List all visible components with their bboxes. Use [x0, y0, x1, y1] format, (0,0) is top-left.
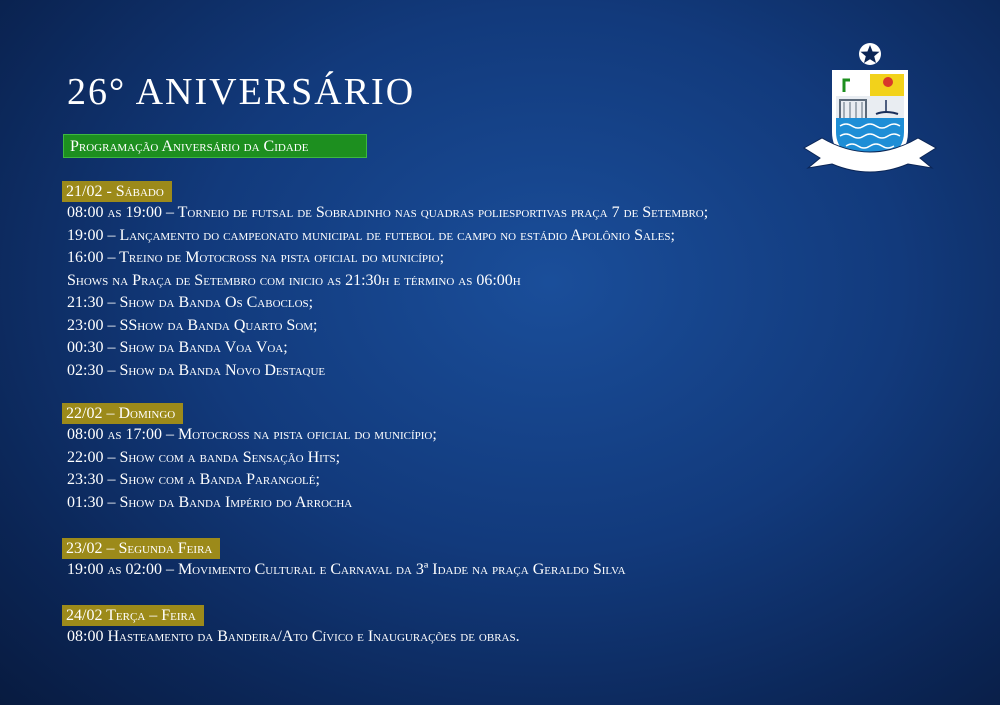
- event-list: [62, 424, 437, 514]
- event-list: [62, 626, 520, 649]
- event-item: 22:00 – Show com a banda Sensação Hits;: [67, 448, 341, 466]
- event-item: 23:00 – SShow da Banda Quarto Som;: [67, 316, 318, 334]
- event-item: 19:00 as 02:00 – Movimento Cultural e Carnaval da 3ª Idade na praça Geraldo Silva: [67, 561, 626, 578]
- event-item: 19:00 – Lançamento do campeonato municipal de futebol de campo no estádio Apolônio Sales;: [67, 226, 675, 244]
- day-label: 21/02 - Sábado: [62, 181, 172, 202]
- event-item: Shows na Praça de Setembro com inicio as 21:30h e término as 06:00h: [67, 271, 521, 289]
- day-label: 24/02 Terça – Feira: [62, 605, 204, 626]
- page-title: 26° ANIVERSÁRIO: [67, 71, 416, 113]
- day-section-sunday: [62, 403, 437, 514]
- event-item: 02:30 – Show da Banda Novo Destaque: [67, 361, 326, 379]
- event-list: [62, 202, 708, 382]
- event-item: 08:00 Hasteamento da Bandeira/Ato Cívico e Inaugurações de obras.: [67, 628, 520, 645]
- event-item: 08:00 as 17:00 – Motocross na pista oficial do município;: [67, 426, 437, 443]
- event-item: 08:00 as 19:00 – Torneio de futsal de Sobradinho nas quadras poliesportivas praça 7 de Setembro;: [67, 204, 709, 221]
- event-item: 16:00 – Treino de Motocross na pista oficial do município;: [67, 249, 445, 266]
- event-item: 23:30 – Show com a Banda Parangolé;: [67, 471, 320, 488]
- day-label: 23/02 – Segunda Feira: [62, 538, 220, 559]
- day-section-tuesday: [62, 605, 520, 649]
- day-label: 22/02 – Domingo: [62, 403, 183, 424]
- event-list: [62, 559, 626, 582]
- event-item: 21:30 – Show da Banda Os Caboclos;: [67, 294, 314, 311]
- subtitle-badge: Programação Aniversário da Cidade: [63, 134, 367, 158]
- day-section-monday: [62, 538, 626, 582]
- event-item: 00:30 – Show da Banda Voa Voa;: [67, 339, 288, 356]
- event-item: 01:30 – Show da Banda Império do Arrocha: [67, 493, 353, 511]
- day-section-saturday: [62, 181, 708, 382]
- municipal-crest-icon: [800, 40, 940, 180]
